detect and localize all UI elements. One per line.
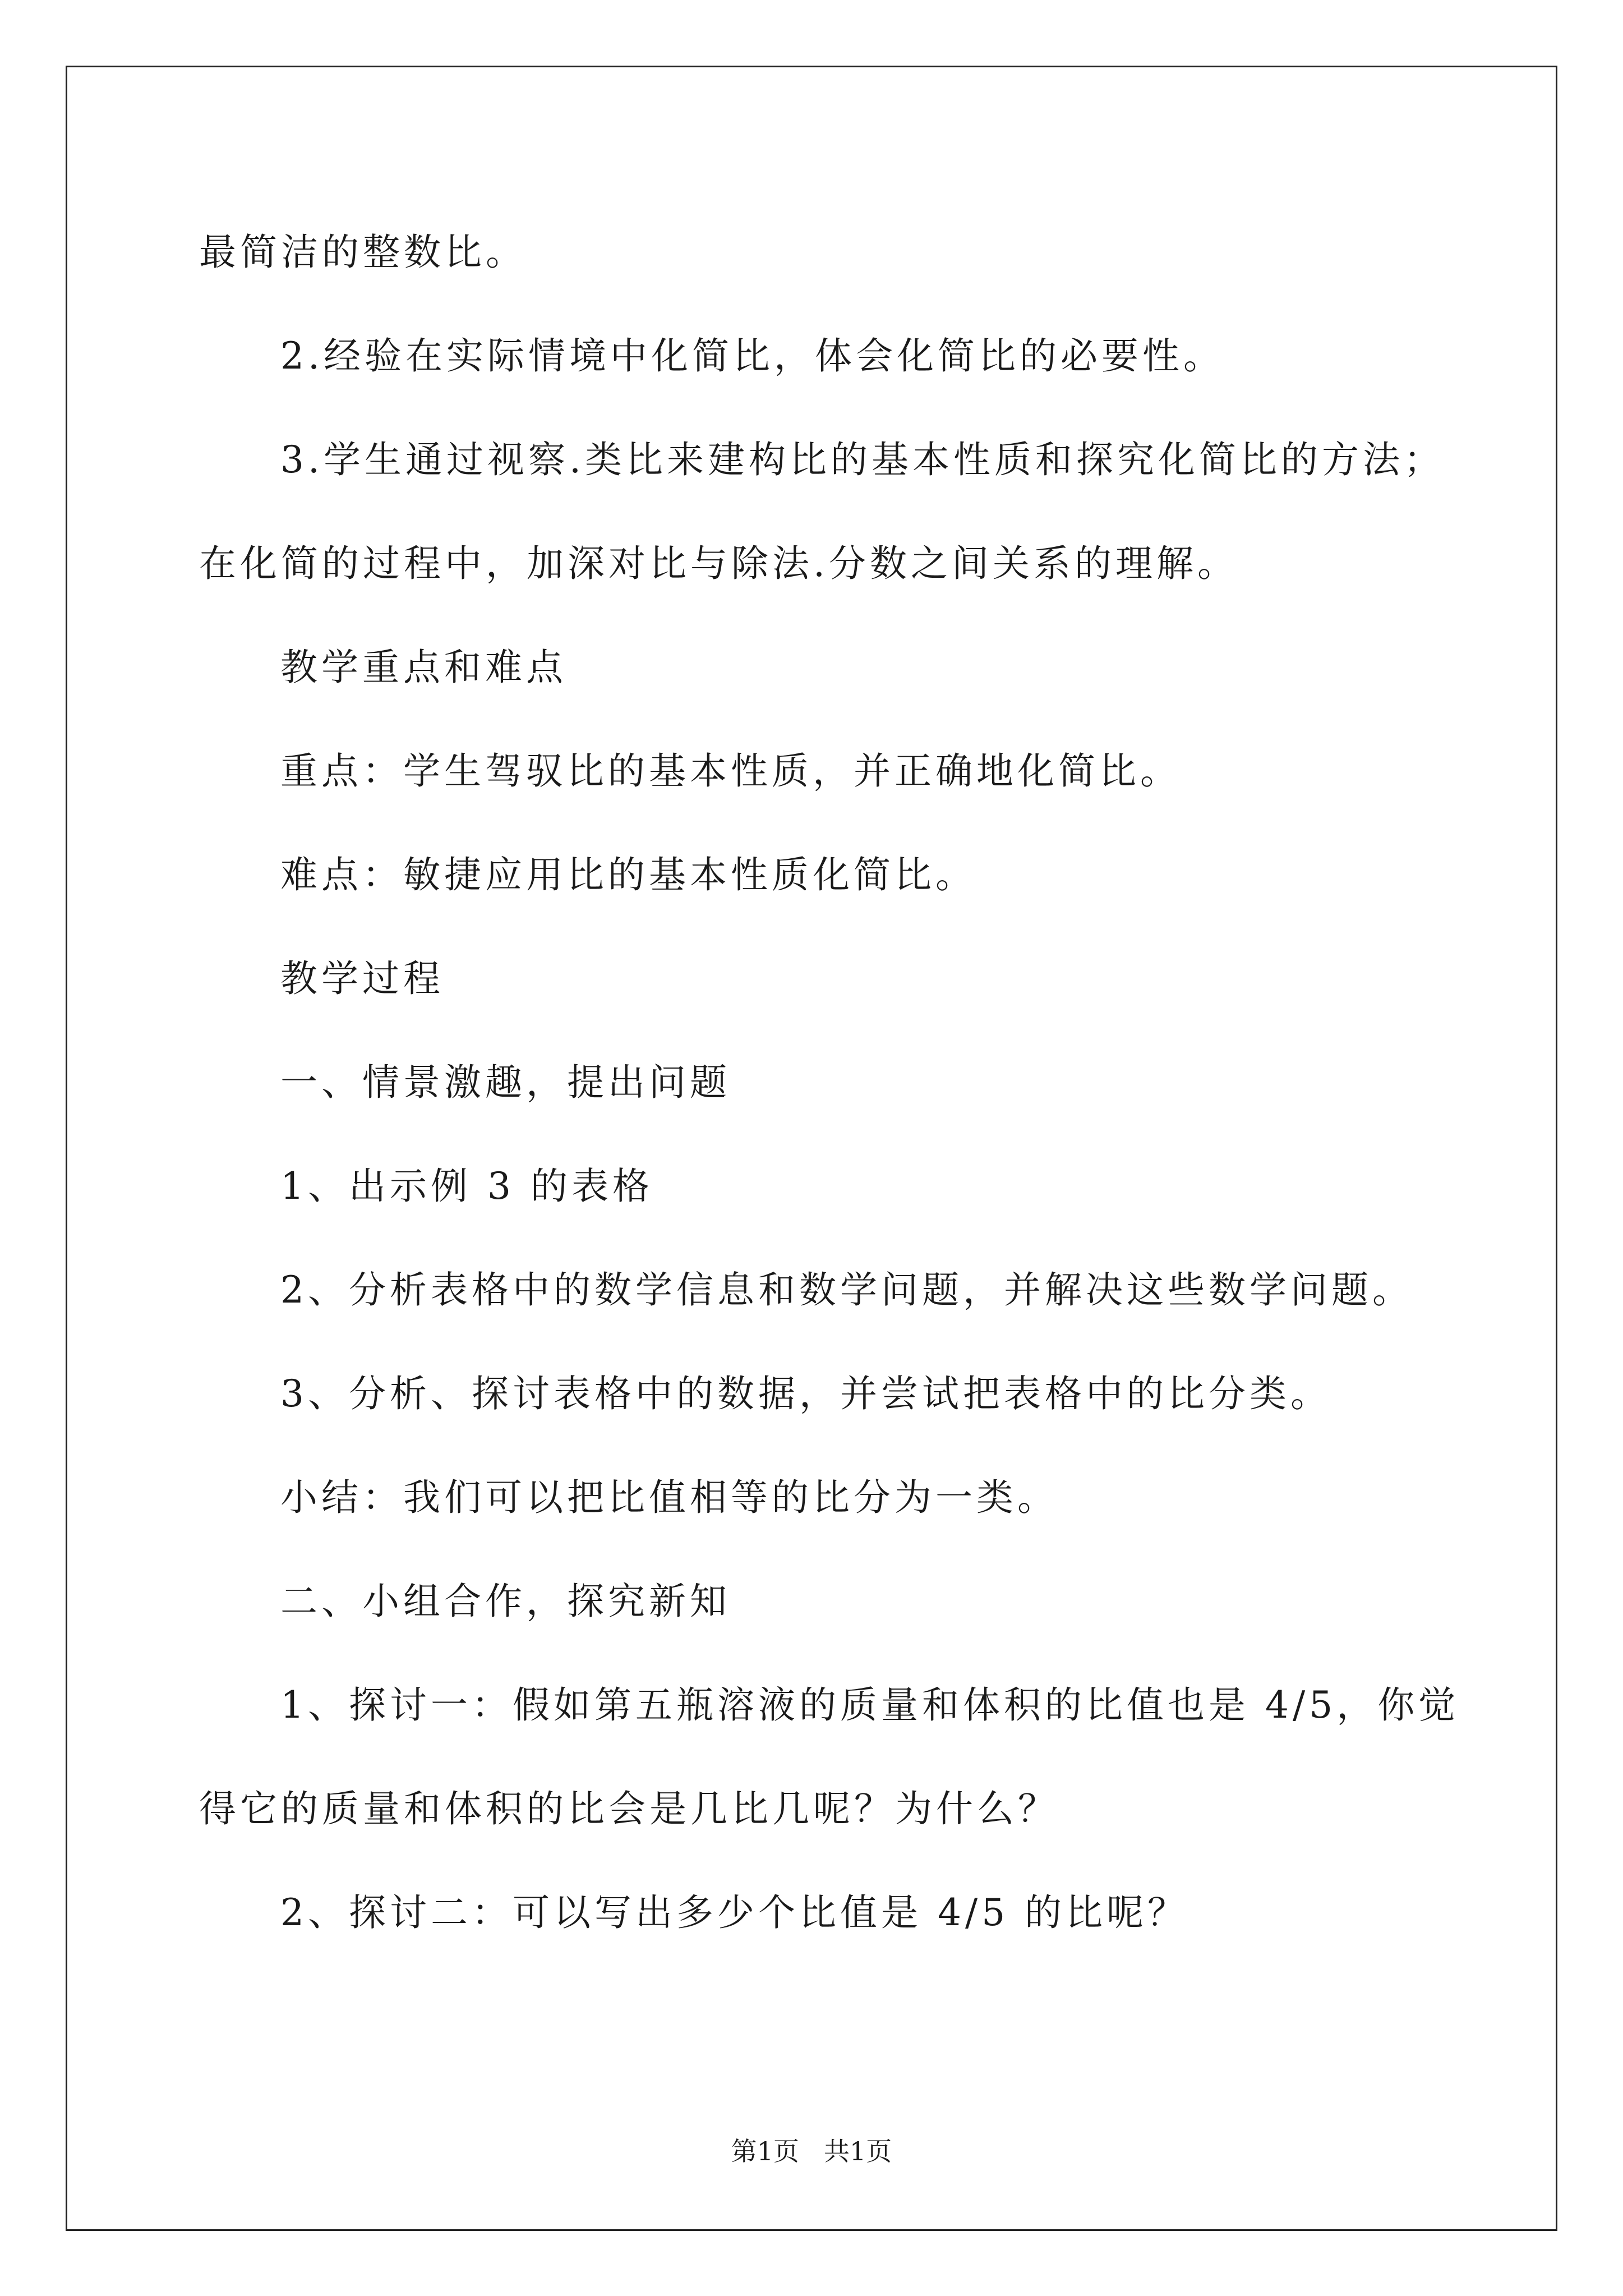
- text-line: 小结：我们可以把比值相等的比分为一类。: [280, 1476, 1058, 1519]
- section-heading: 教学过程: [280, 957, 444, 1000]
- text-line: 最简洁的整数比。: [199, 231, 527, 274]
- section-heading: 一、情景激趣，提出问题: [280, 1061, 731, 1104]
- text-line: 难点：敏捷应用比的基本性质化简比。: [280, 853, 976, 896]
- text-line: 得它的质量和体积的比会是几比几呢？为什么？: [199, 1787, 1059, 1830]
- text-line: 3.学生通过视察.类比来建构比的基本性质和探究化简比的方法；: [280, 438, 1445, 481]
- text-line: 2.经验在实际情境中化简比，体会化简比的必要性。: [280, 334, 1224, 378]
- text-line: 在化简的过程中，加深对比与除法.分数之间关系的理解。: [199, 542, 1238, 585]
- page-footer: [0, 2134, 1623, 2168]
- text-line: 3、分析、探讨表格中的数据，并尝试把表格中的比分类。: [280, 1372, 1331, 1415]
- text-line: 2、探讨二：可以写出多少个比值是 4/5 的比呢？: [280, 1891, 1189, 1934]
- section-heading: 二、小组合作，探究新知: [280, 1580, 731, 1623]
- section-heading: 教学重点和难点: [280, 646, 567, 689]
- text-line: 1、出示例 3 的表格: [280, 1165, 653, 1208]
- text-line: 重点：学生驾驭比的基本性质，并正确地化简比。: [280, 749, 1181, 793]
- text-line: 2、分析表格中的数学信息和数学问题，并解决这些数学问题。: [280, 1268, 1413, 1312]
- page-number: 第1页: [731, 2136, 799, 2166]
- text-line: 1、探讨一：假如第五瓶溶液的质量和体积的比值也是 4/5，你觉: [280, 1683, 1460, 1727]
- page-total: 共1页: [824, 2136, 892, 2166]
